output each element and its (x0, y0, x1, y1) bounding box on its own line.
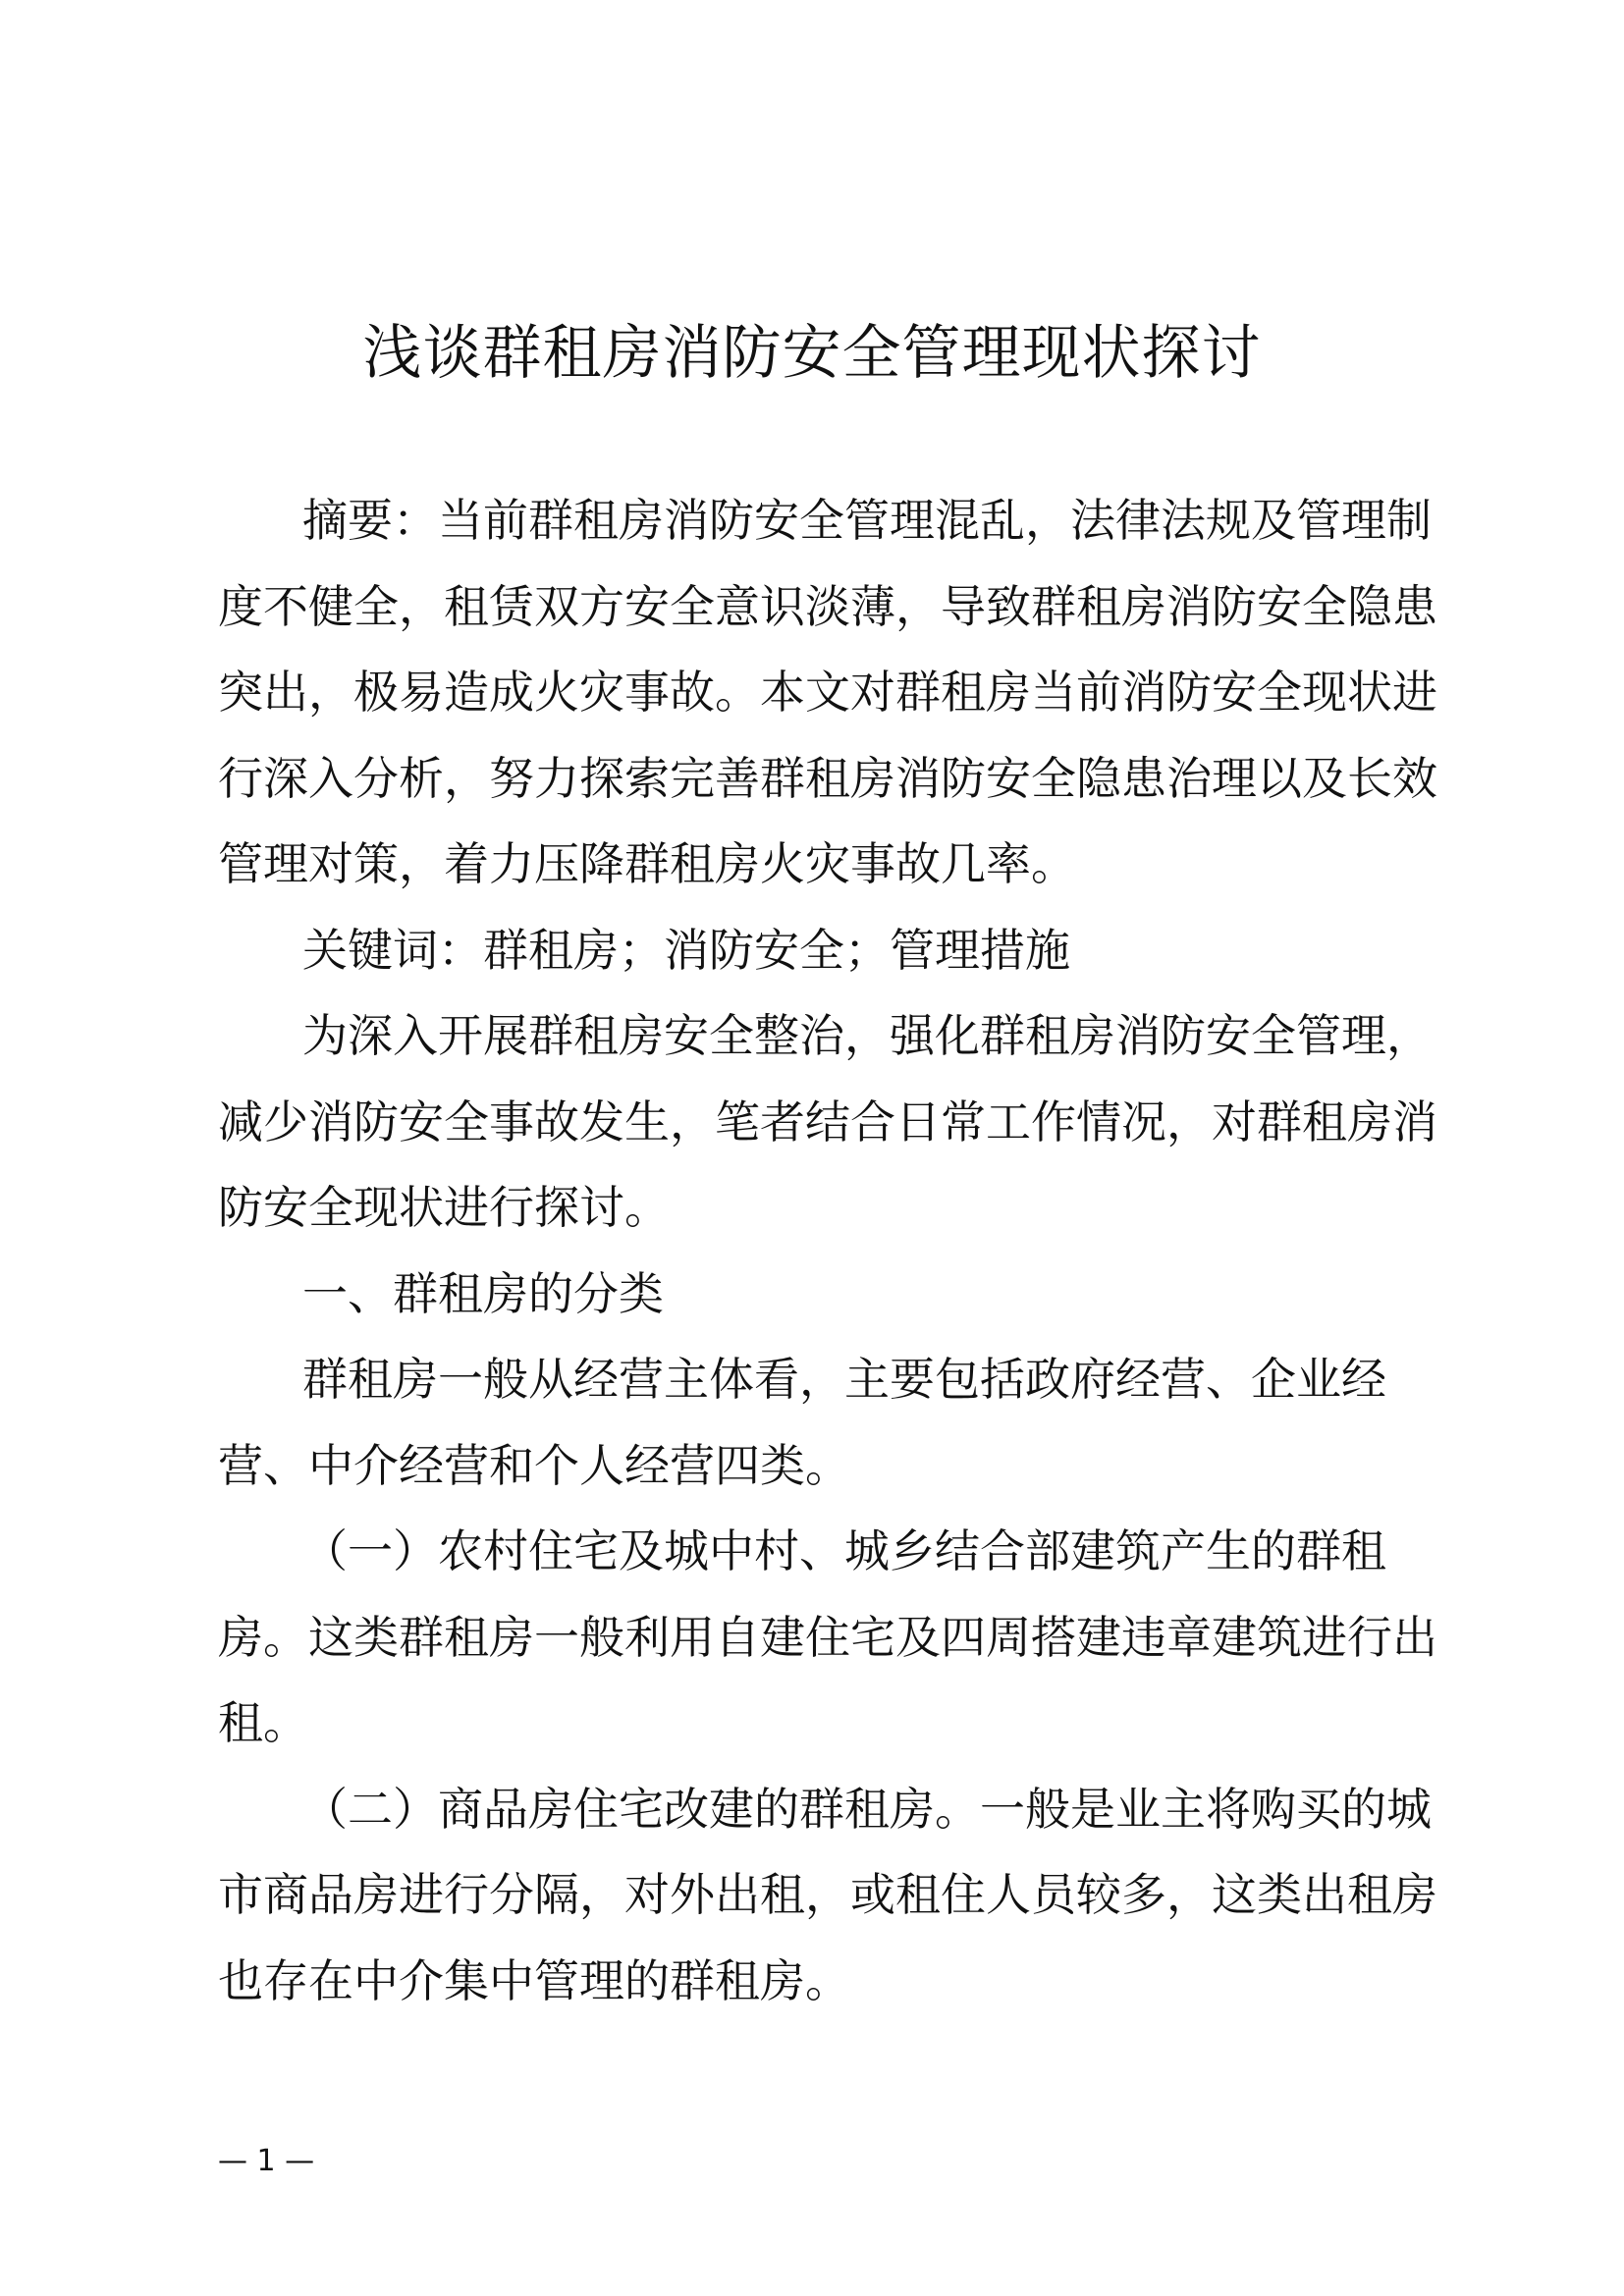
section-heading-1: 一、群租房的分类 (302, 1267, 664, 1320)
subsection-2-line-3: 也存在中介集中管理的群租房。 (218, 1954, 850, 2007)
subsection-1-line-2: 房。这类群租房一般利用自建住宅及四周搭建违章建筑进行出 (218, 1611, 1437, 1664)
subsection-2-line-2: 市商品房进行分隔，对外出租，或租住人员较多，这类出租房 (218, 1868, 1437, 1921)
classification-line-1: 群租房一般从经营主体看，主要包括政府经营、企业经 (302, 1353, 1386, 1406)
subsection-2-line-1: （二）商品房住宅改建的群租房。一般是业主将购买的城 (302, 1783, 1432, 1836)
intro-line-3: 防安全现状进行探讨。 (218, 1181, 670, 1234)
abstract-line-2: 度不健全，租赁双方安全意识淡薄，导致群租房消防安全隐患 (218, 580, 1437, 633)
intro-line-1: 为深入开展群租房安全整治，强化群租房消防安全管理， (302, 1009, 1432, 1062)
abstract-line-3: 突出，极易造成火灾事故。本文对群租房当前消防安全现状进 (218, 666, 1437, 719)
keywords-line: 关键词：群租房；消防安全；管理措施 (302, 924, 1070, 977)
subsection-1-line-3: 租。 (218, 1696, 308, 1749)
subsection-1-line-1: （一）农村住宅及城中村、城乡结合部建筑产生的群租 (302, 1524, 1386, 1577)
document-title: 浅谈群租房消防安全管理现状探讨 (362, 319, 1262, 388)
intro-line-2: 减少消防安全事故发生，笔者结合日常工作情况，对群租房消 (218, 1095, 1437, 1148)
abstract-line-4: 行深入分析，努力探索完善群租房消防安全隐患治理以及长效 (218, 752, 1437, 805)
classification-line-2: 营、中介经营和个人经营四类。 (218, 1439, 850, 1492)
abstract-line-1: 摘要：当前群租房消防安全管理混乱，法律法规及管理制 (302, 494, 1432, 547)
page-number: — 1 — (218, 2144, 315, 2178)
abstract-line-5: 管理对策，着力压降群租房火灾事故几率。 (218, 837, 1076, 890)
